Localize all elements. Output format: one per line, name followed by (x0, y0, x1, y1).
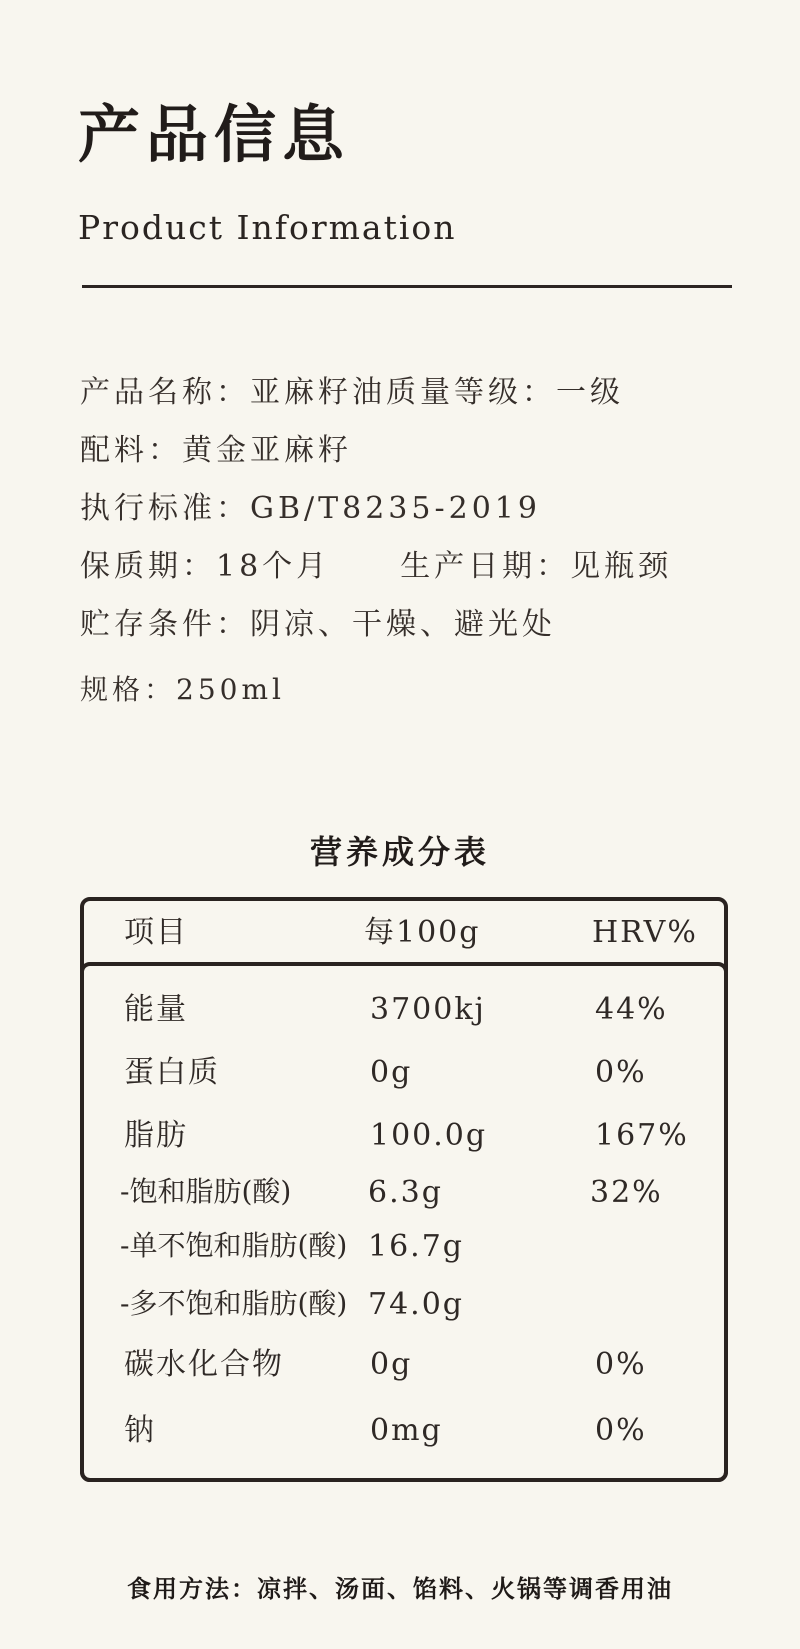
shelf-life: 保质期：18个月 (80, 549, 331, 584)
row-value-protein: 0g (370, 1055, 413, 1090)
row-value-fat: 100.0g (370, 1118, 488, 1153)
info-line-standard (80, 491, 541, 526)
row-value-polyunsaturated-fat: 74.0g (368, 1287, 465, 1322)
row-item-protein: 蛋白质 (124, 1055, 220, 1090)
storage-conditions: 贮存条件：阴凉、干燥、避光处 (80, 607, 556, 642)
header-per-100g: 每100g (364, 915, 481, 950)
ingredients: 配料：黄金亚麻籽 (80, 433, 352, 468)
row-item-saturated-fat: -饱和脂肪(酸) (120, 1175, 292, 1208)
execution-standard: 执行标准：GB/T8235-2019 (80, 491, 541, 526)
row-item-polyunsaturated-fat: -多不饱和脂肪(酸) (120, 1287, 348, 1320)
info-line-spec (80, 673, 285, 706)
header-item: 项目 (124, 915, 188, 950)
page-title: 产品信息 (78, 98, 351, 171)
row-item-sodium: 钠 (124, 1413, 156, 1448)
row-value-sodium: 0mg (370, 1413, 443, 1448)
row-nrv-energy: 44% (595, 992, 668, 1027)
row-item-fat: 脂肪 (124, 1118, 188, 1153)
row-item-monounsaturated-fat: -单不饱和脂肪(酸) (120, 1229, 348, 1262)
title-divider (82, 285, 732, 288)
row-item-energy: 能量 (124, 992, 188, 1027)
info-line-storage (80, 607, 556, 642)
row-value-carbohydrate: 0g (370, 1347, 413, 1382)
row-item-carbohydrate: 碳水化合物 (124, 1347, 284, 1382)
info-line-name-grade (80, 375, 624, 410)
product-name: 产品名称：亚麻籽油 (80, 375, 386, 410)
specification: 规格：250ml (80, 673, 285, 706)
row-value-monounsaturated-fat: 16.7g (368, 1229, 465, 1264)
row-nrv-sodium: 0% (595, 1413, 647, 1448)
usage-instructions: 食用方法：凉拌、汤面、馅料、火锅等调香用油 (127, 1575, 673, 1603)
info-line-shelf-life (80, 549, 673, 584)
row-value-saturated-fat: 6.3g (368, 1175, 443, 1210)
header-nrv: HRV% (592, 915, 698, 950)
nutrition-table-body (80, 962, 728, 1482)
row-nrv-protein: 0% (595, 1055, 647, 1090)
info-line-ingredients (80, 433, 352, 468)
row-nrv-fat: 167% (595, 1118, 689, 1153)
row-nrv-saturated-fat: 32% (590, 1175, 663, 1210)
row-value-energy: 3700kj (370, 992, 486, 1027)
page-subtitle: Product Information (78, 208, 457, 247)
row-nrv-carbohydrate: 0% (595, 1347, 647, 1382)
production-date: 生产日期：见瓶颈 (400, 549, 673, 584)
nutrition-table-title: 营养成分表 (309, 833, 490, 871)
quality-grade: 质量等级：一级 (386, 375, 624, 410)
